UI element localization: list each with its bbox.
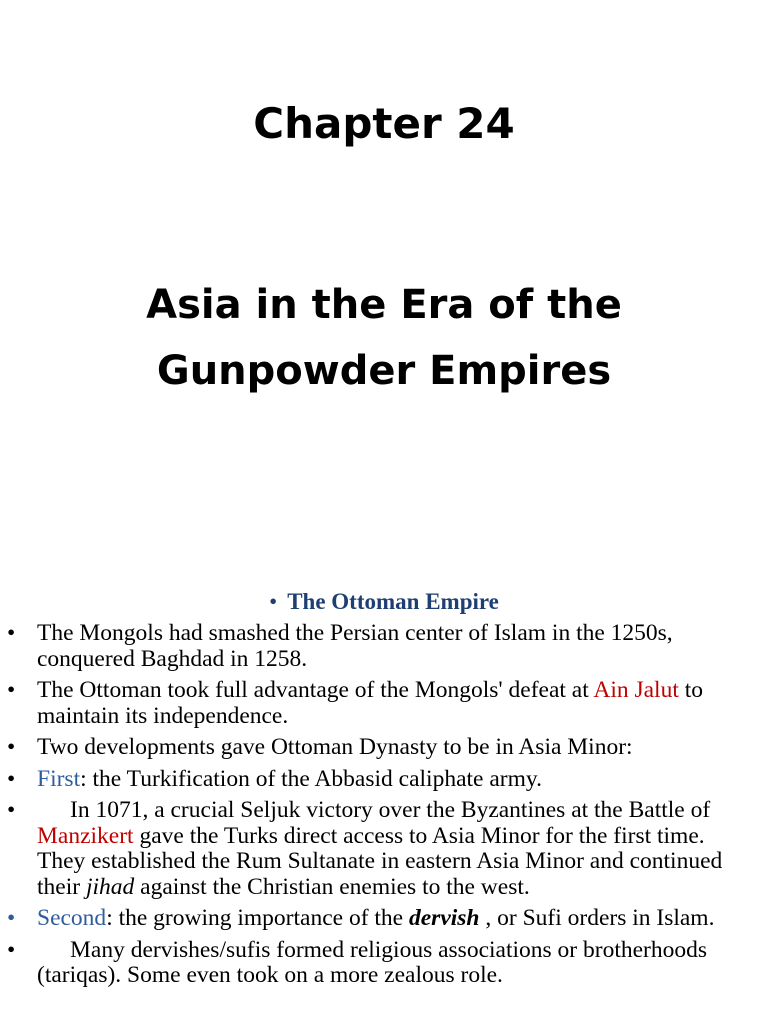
- bullet-text-after: to maintain its independence.: [37, 677, 704, 729]
- bullet-text-after: : the Turkification of the Abbasid caliphate army.: [80, 765, 542, 792]
- highlight-battle-name: Manzikert: [37, 822, 134, 849]
- bullet-dot: •: [7, 797, 16, 823]
- bullet-text: Two developments gave Ottoman Dynasty to be in Asia Minor:: [37, 734, 633, 760]
- chapter-subtitle: [0, 272, 768, 404]
- list-item: [0, 621, 768, 672]
- bullet-text-middle: gave the Turks direct access to Asia Minor for the first time. They established the Rum Sultanate in eastern Asia Minor and continued their: [37, 822, 723, 900]
- bullet-dot: •: [7, 905, 16, 931]
- section-heading: [0, 589, 768, 615]
- list-item: [0, 906, 768, 932]
- bullet-text-after: , or Sufi orders in Islam.: [479, 905, 715, 931]
- highlight-first: First: [37, 765, 81, 792]
- chapter-title: Chapter 24: [253, 99, 515, 148]
- emphasis-term: dervish: [409, 905, 480, 931]
- list-item: [0, 938, 768, 989]
- subtitle-line-1: Asia in the Era of the: [146, 282, 622, 328]
- bullet-dot: •: [7, 936, 16, 963]
- heading-bullet: •: [269, 589, 278, 614]
- bullet-dot: •: [7, 734, 16, 760]
- list-item: [0, 735, 768, 761]
- section-heading-text: The Ottoman Empire: [287, 589, 499, 614]
- bullet-text-after: against the Christian enemies to the west.: [134, 873, 530, 900]
- list-item: [0, 767, 768, 793]
- subtitle-line-2: Gunpowder Empires: [156, 348, 612, 394]
- list-item: [0, 798, 768, 900]
- bullet-text-before: The Ottoman took full advantage of the Mongols' defeat at: [37, 677, 594, 703]
- bullet-text: Many dervishes/sufis formed religious associations or brotherhoods (tariqas). Some even took on a more zealous role.: [37, 936, 708, 988]
- bullet-list: [0, 621, 768, 995]
- bullet-text-middle: : the growing importance of the: [106, 905, 409, 931]
- bullet-dot: •: [7, 620, 16, 646]
- list-item: [0, 678, 768, 729]
- italic-term: jihad: [85, 873, 135, 900]
- bullet-text-before: In 1071, a crucial Seljuk victory over the Byzantines at the Battle of: [70, 797, 711, 823]
- bullet-dot: •: [7, 677, 16, 703]
- bullet-dot: •: [7, 765, 16, 792]
- highlight-second: Second: [37, 905, 107, 931]
- bullet-text: The Mongols had smashed the Persian center of Islam in the 1250s, conquered Baghdad in 1258.: [37, 620, 673, 672]
- highlight-place-name: Ain Jalut: [593, 677, 679, 703]
